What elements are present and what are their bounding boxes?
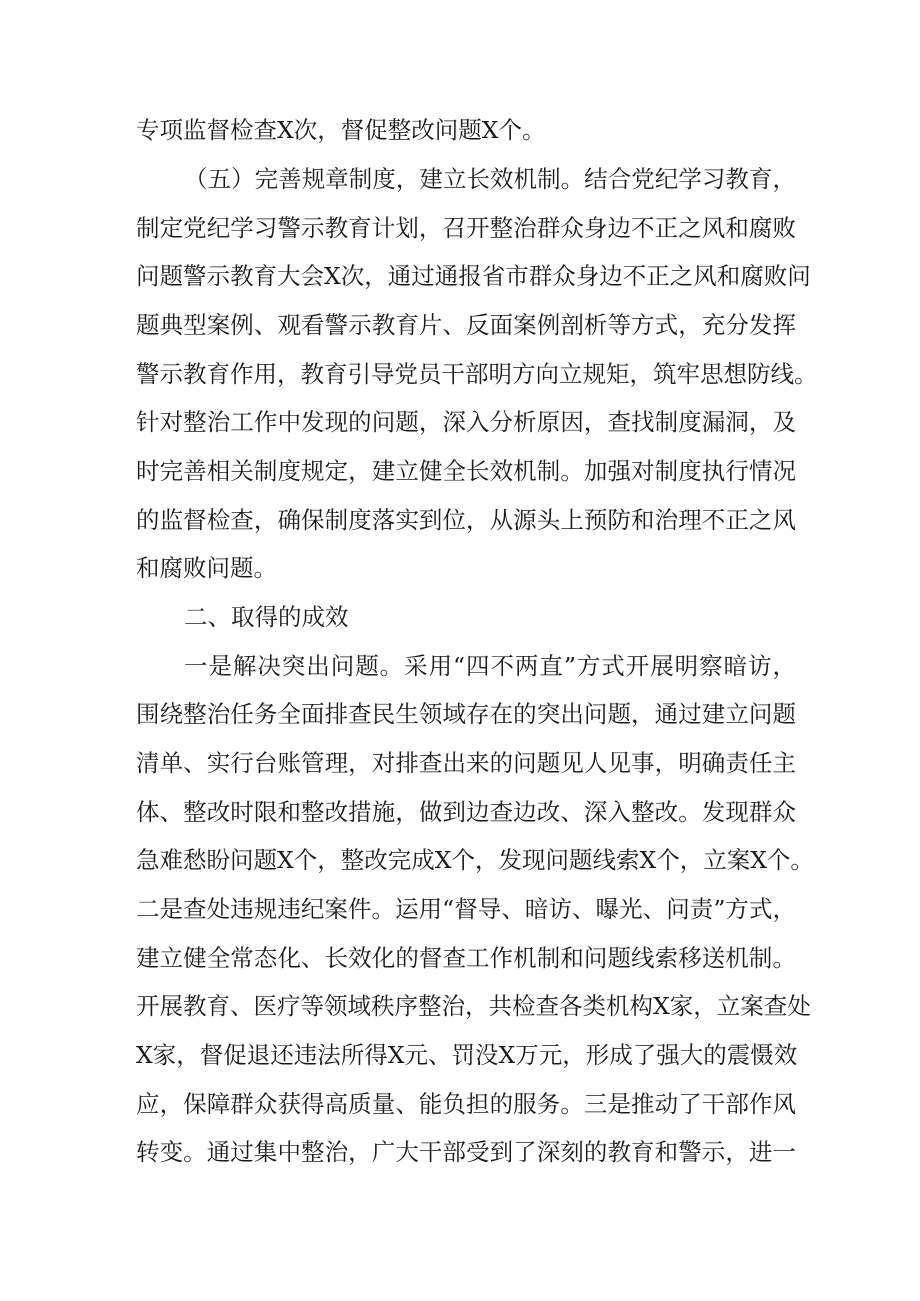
text-line: 建立健全常态化、长效化的督查工作机制和问题线索移送机制。 [136, 944, 796, 972]
text-line: 开展教育、医疗等领域秩序整治，共检查各类机构X家，立案查处 [136, 992, 811, 1020]
text-line: 的监督检查，确保制度落实到位，从源头上预防和治理不正之风 [136, 506, 796, 534]
text-line: 应，保障群众获得高质量、能负担的服务。三是推动了干部作风 [136, 1090, 796, 1118]
text-line: （五）完善规章制度，建立长效机制。结合党纪学习教育， [184, 165, 796, 193]
text-line: 问题警示教育大会X次，通过通报省市群众身边不正之风和腐败问 [136, 262, 811, 290]
text-line: 和腐败问题。 [136, 554, 277, 582]
section-heading: 二、取得的成效 [184, 603, 349, 631]
text-line: 一是解决突出问题。采用“四不两直”方式开展明察暗访， [184, 652, 796, 680]
text-line: 二是查处违规违纪案件。运用“督导、暗访、曝光、问责”方式， [136, 895, 796, 923]
text-line: 时完善相关制度规定，建立健全长效机制。加强对制度执行情况 [136, 457, 796, 485]
text-line: 转变。通过集中整治，广大干部受到了深刻的教育和警示，进一 [136, 1138, 796, 1166]
text-line: 制定党纪学习警示教育计划，召开整治群众身边不正之风和腐败 [136, 214, 796, 242]
text-line: 题典型案例、观看警示教育片、反面案例剖析等方式，充分发挥 [136, 311, 796, 339]
text-line: 针对整治工作中发现的问题，深入分析原因，查找制度漏洞，及 [136, 408, 796, 436]
text-line: 警示教育作用，教育引导党员干部明方向立规矩，筑牢思想防线。 [136, 360, 818, 388]
text-line: 体、整改时限和整改措施，做到边查边改、深入整改。发现群众 [136, 798, 796, 826]
text-line: 围绕整治任务全面排查民生领域存在的突出问题，通过建立问题 [136, 700, 796, 728]
text-line: 清单、实行台账管理，对排查出来的问题见人见事，明确责任主 [136, 749, 796, 777]
text-line: 急难愁盼问题X个，整改完成X个，发现问题线索X个，立案X个。 [136, 846, 814, 874]
text-line: 专项监督检查X次，督促整改问题X个。 [136, 116, 546, 144]
text-line: X家，督促退还违法所得X元、罚没X万元，形成了强大的震慑效 [136, 1041, 798, 1069]
